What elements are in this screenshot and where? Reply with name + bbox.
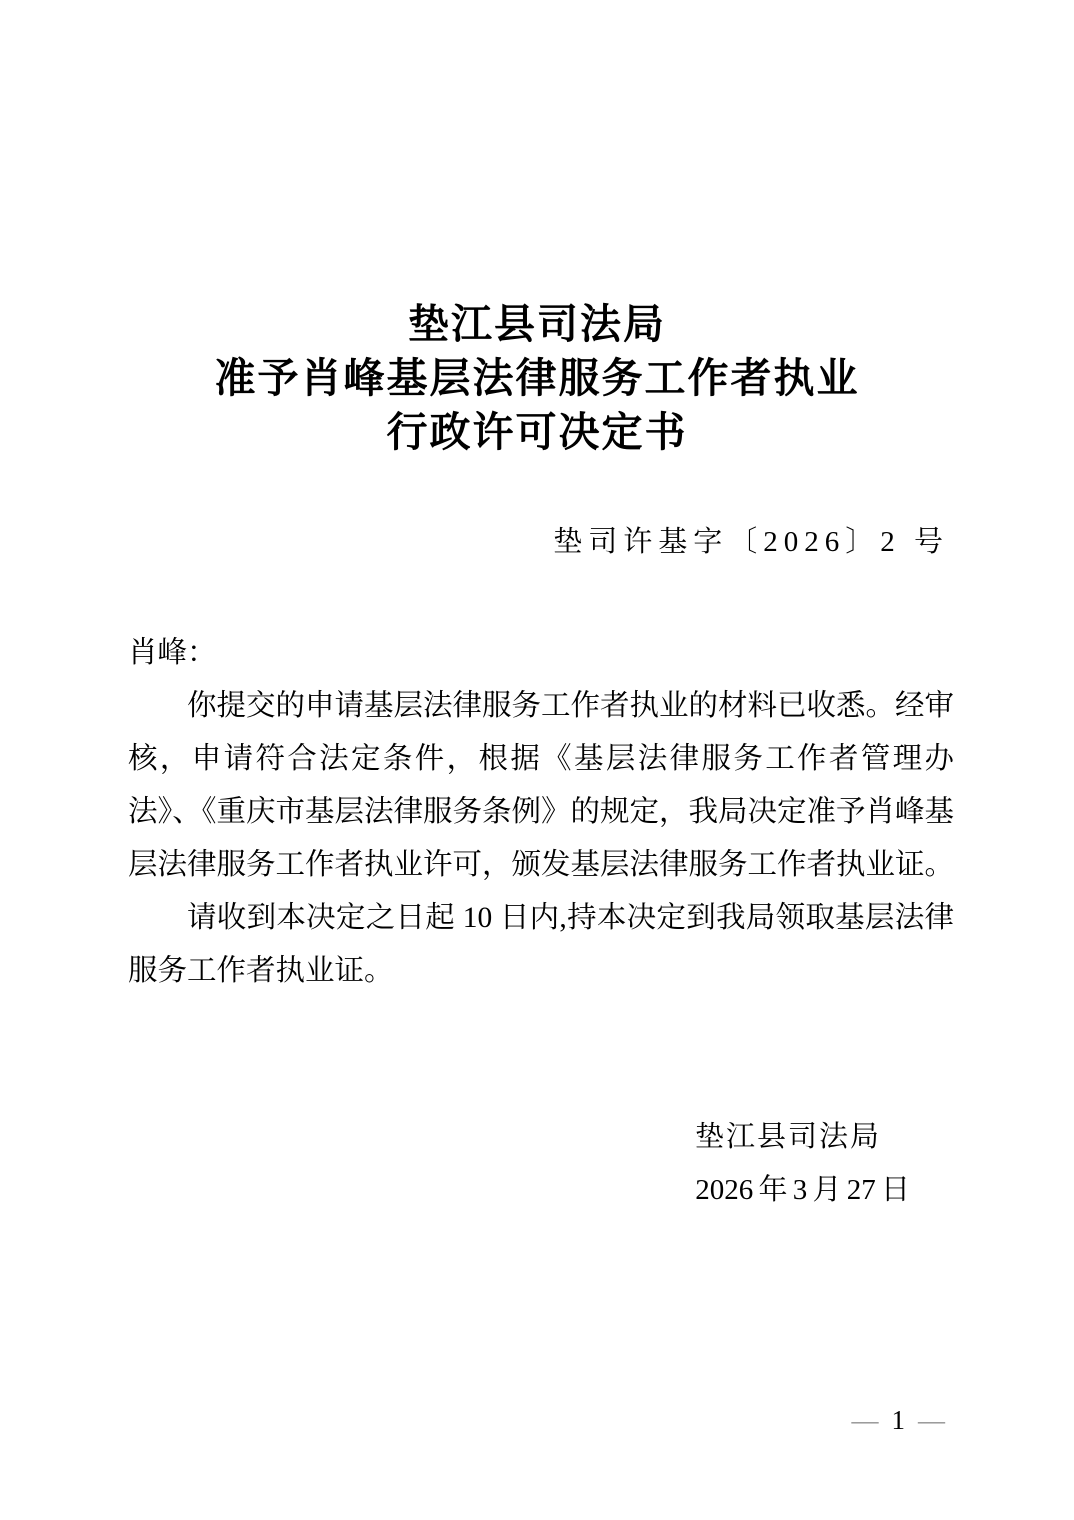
document-reference-number: 垫司许基字〔2026〕2 号 [553,526,949,558]
signature-date: 2026 年 3 月 27 日 [695,1174,910,1206]
document-body [128,627,954,998]
title-line-doc-type: 行政许可决定书 [386,409,688,455]
body-paragraph-2: 请收到本决定之日起 10 日内,持本决定到我局领取基层法律服务工作者执业证。 [128,902,954,987]
page-number-footer [852,1404,946,1436]
page-number-right-dash: — [918,1405,945,1435]
title-line-issuer: 垫江县司法局 [408,301,666,347]
title-line-subject: 准予肖峰基层法律服务工作者执业 [214,355,860,401]
page-number-left-dash: — [851,1405,879,1435]
page-number: 1 [891,1405,905,1435]
document-title [0,297,1074,459]
body-paragraph-1: 你提交的申请基层法律服务工作者执业的材料已收悉。经审核，申请符合法定条件，根据《基层法律服务工作者管理办法》、《重庆市基层法律服务条例》的规定，我局决定准予肖峰基层法律服务工作者执业许可，颁发基层法律服务工作者执业证。 [128,690,955,881]
signature-organization: 垫江县司法局 [694,1121,881,1153]
salutation: 肖峰： [128,637,217,669]
